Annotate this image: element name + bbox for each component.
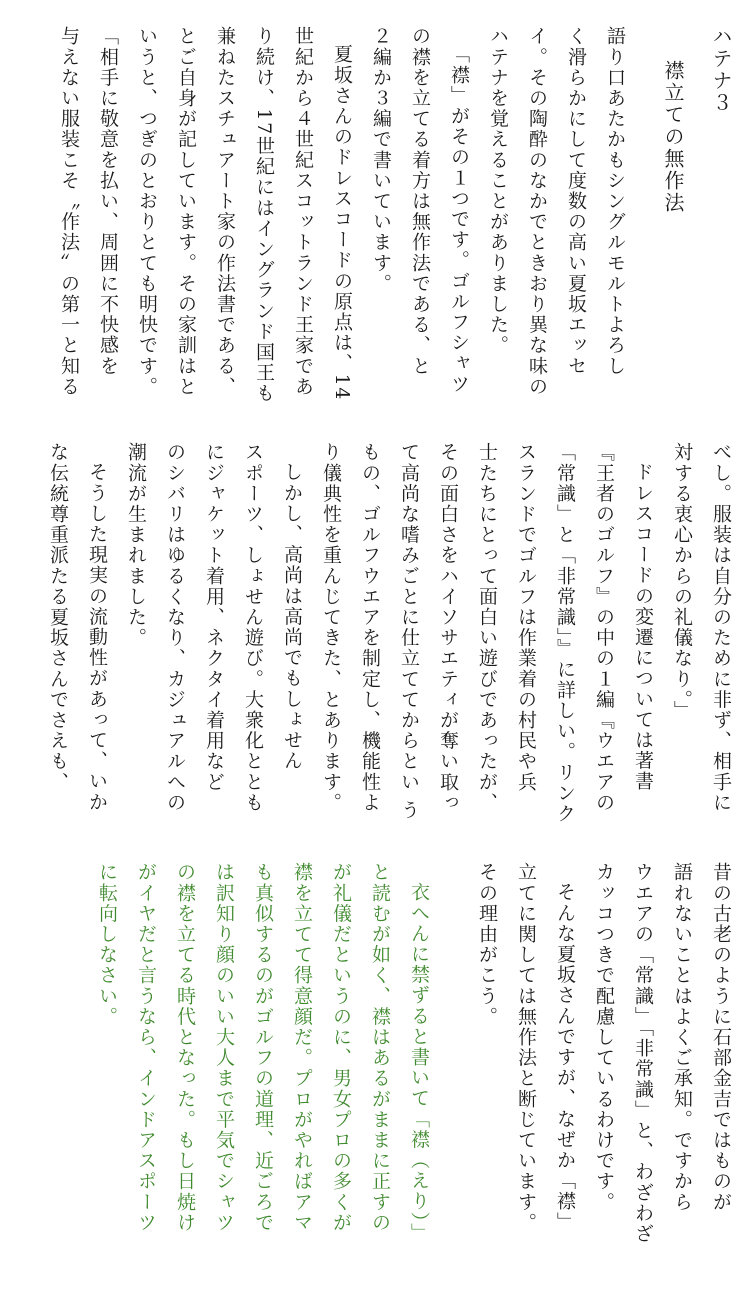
quote-column: の襟を立てる時代となった。もし日焼け	[174, 862, 196, 1233]
body-column: いうと、つぎのとおりとても明快です。	[136, 26, 158, 397]
body-column: にジャケット着用、ネクタイ着用など	[203, 442, 225, 793]
quote-column: に転向しなさい。	[96, 862, 118, 1027]
body-column: 潮流が生まれました。	[125, 442, 147, 648]
body-column: 立てに関しては無作法と断じています。	[515, 862, 537, 1233]
body-column: 「常識」と「非常識」』に詳しい。リンク	[554, 442, 576, 824]
body-column: て高尚な嗜みごとに仕立ててからとい う	[398, 442, 420, 821]
body-column: のシバリはゆるくなり、カジュアルへの	[164, 442, 186, 813]
body-column: そうした現実の流動性があって、いか	[86, 462, 108, 813]
body-column: しかし、高尚は高尚でもしょせん	[281, 462, 303, 771]
quote-column: 衣へんに禁ずると書いて「襟（えり）」	[408, 882, 430, 1244]
body-column: く滑らかにして度数の高い夏坂エッセ	[565, 26, 587, 377]
body-column: 士たちにとって面白い遊びであったが、	[476, 442, 498, 813]
body-column: スランドでゴルフは作業着の村民や兵	[515, 442, 537, 793]
body-column: 語り口あたかもシングルモルトよろし	[604, 26, 626, 377]
body-column: 兼ねたスチュアート家の作法書である、	[214, 26, 236, 397]
quote-column: 襟を立てて得意顔だ。プロがやればアマ	[291, 862, 313, 1233]
body-column: 「襟」がその１つです。ゴルフシャツ	[448, 44, 470, 395]
body-column: とご自身が記しています。その家訓はと	[175, 26, 197, 397]
body-column: ウエアの「常識」「非常識」と、わざわざ	[632, 862, 654, 1244]
body-column: ドレスコードの変遷については著書	[632, 462, 654, 792]
quote-column: も真似するのがゴルフの道理、近ごろで	[252, 862, 274, 1233]
body-column: 対する衷心からの礼儀なり。」	[671, 442, 693, 721]
body-column: の襟を立てる着方は無作法である、と	[409, 26, 431, 377]
body-column: り続け、17世紀にはイングランド国王も	[253, 26, 275, 404]
body-column: ２編か３編で書いています。	[370, 26, 392, 294]
quote-column: がイヤだと言うなら、インドアスポーツ	[135, 862, 157, 1233]
body-column: べし。服装は自分のために非ず、相手に	[710, 442, 732, 813]
body-column: そんな夏坂さんですが、なぜか「襟」	[554, 882, 576, 1233]
body-column: 「相手に敬意を払い、周囲に不快感を	[97, 26, 119, 377]
body-column: 昔の古老のように石部金吉ではものが	[710, 862, 732, 1213]
body-column: 『王者のゴルフ』の中の１編『ウエアの	[593, 442, 615, 813]
body-column: な伝統尊重派たる夏坂さんでさえも、	[47, 442, 69, 793]
body-column: 世紀から４世紀スコットランド王家であ	[292, 26, 314, 397]
body-column: り儀典性を重んじてきた、とあります。	[320, 442, 342, 813]
body-column: 夏坂さんのドレスコードの原点は、14	[331, 44, 353, 401]
body-column: イ。その陶酔のなかでときおり異な味の	[526, 26, 548, 397]
article-title: 襟立ての無作法	[661, 60, 685, 214]
body-column: ハテナを覚えることがありました。	[487, 26, 509, 356]
body-column: スポーツ、しょせん遊び。大衆化ととも	[242, 442, 264, 813]
body-column: その理由がこう。	[476, 862, 498, 1027]
quote-column: は訳知り顔のいい大人まで平気でシャツ	[213, 862, 235, 1233]
body-column: カッコつきで配慮しているわけです。	[593, 862, 615, 1213]
quote-column: と読むが如く、襟はあるがままに正すの	[369, 862, 391, 1233]
body-column: 語れないことはよくご承知。ですから	[671, 862, 693, 1213]
body-column: もの、ゴルフウエアを制定し、機能性よ	[359, 442, 381, 813]
body-column: 与えない服装こそ〝作法〟の第一と知る	[58, 26, 80, 397]
series-label: ハテナ３	[709, 26, 733, 114]
body-column: その面白さをハイソサエティが奪い取っ	[437, 442, 459, 813]
quote-column: が礼儀だというのに、男女プロの多くが	[330, 862, 352, 1233]
